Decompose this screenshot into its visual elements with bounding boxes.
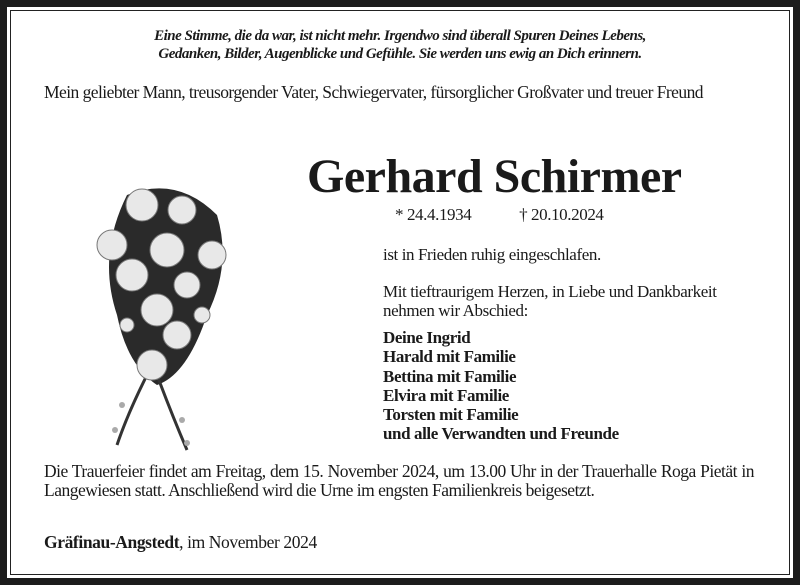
quote-line-2: Gedanken, Bilder, Augenblicke und Gefühle. Sie werden uns ewig an Dich erinnern. xyxy=(158,46,642,62)
date-text: , im November 2024 xyxy=(179,532,317,552)
family-member: Bettina mit Familie xyxy=(383,366,517,386)
intro-text: Mein geliebter Mann, treusorgender Vater, Schwiegervater, fürsorglicher Großvater und treuer Freund xyxy=(44,82,703,102)
family-member: Deine Ingrid xyxy=(383,328,471,347)
deceased-name: Gerhard Schirmer xyxy=(307,150,682,203)
passed-text: ist in Frieden ruhig eingeschlafen. xyxy=(383,245,601,264)
funeral-info: Die Trauerfeier findet am Freitag, dem 15. November 2024, um 13.00 Uhr in der Trauerhalle Roga Pietät in Langewiesen statt. Anschließend wird die Urne im engsten Familienkreis beigesetzt. xyxy=(44,461,754,500)
family-list xyxy=(383,328,619,444)
birth-date: * 24.4.1934 xyxy=(395,205,472,224)
obituary-notice xyxy=(7,7,793,578)
family-member: Elvira mit Familie xyxy=(383,385,509,405)
family-member: und alle Verwandten und Freunde xyxy=(383,424,619,444)
place-date xyxy=(44,532,317,553)
quote xyxy=(7,27,793,63)
family-member: Harald mit Familie xyxy=(383,347,516,367)
quote-line-1: Eine Stimme, die da war, ist nicht mehr. Irgendwo sind überall Spuren Deines Lebens, xyxy=(154,28,646,44)
family-member: Torsten mit Familie xyxy=(383,405,519,425)
dates xyxy=(395,205,604,225)
town: Gräfinau-Angstedt xyxy=(44,532,180,552)
death-date: † 20.10.2024 xyxy=(519,205,604,224)
orchid-bouquet-image xyxy=(87,175,237,460)
farewell-text: Mit tieftraurigem Herzen, in Liebe und Dankbarkeit nehmen wir Abschied: xyxy=(383,282,717,320)
